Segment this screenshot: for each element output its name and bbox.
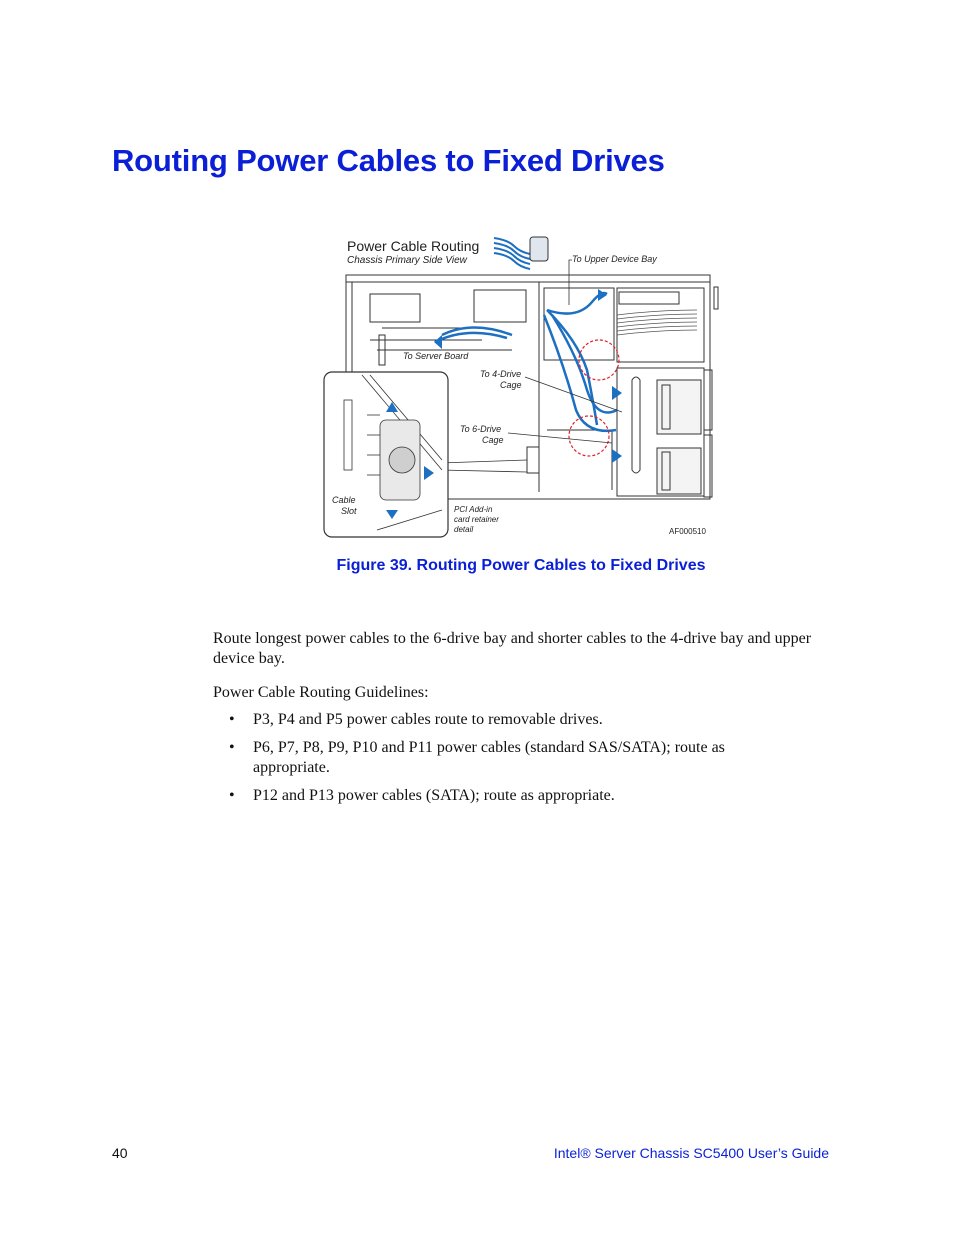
bullet-icon: • bbox=[229, 787, 235, 804]
label-six-drive-line1: To 6-Drive bbox=[460, 424, 502, 434]
list-item-text: P3, P4 and P5 power cables route to removable drives. bbox=[253, 711, 603, 728]
list-item-text: P6, P7, P8, P9, P10 and P11 power cables (standard SAS/SATA); route as appropriate. bbox=[253, 739, 725, 776]
figure-id: AF000510 bbox=[669, 527, 706, 536]
list-item bbox=[229, 738, 799, 778]
bullet-icon: • bbox=[229, 711, 235, 728]
list-item bbox=[229, 786, 799, 806]
figure-caption: Figure 39. Routing Power Cables to Fixed Drives bbox=[336, 557, 706, 574]
figure-heading: Power Cable Routing bbox=[347, 238, 480, 254]
label-server-board: To Server Board bbox=[403, 351, 469, 361]
list-item bbox=[229, 710, 799, 730]
cable-slot-label-line1: Cable bbox=[332, 495, 356, 505]
label-upper-device-bay: To Upper Device Bay bbox=[572, 254, 657, 264]
label-six-drive-line2: Cage bbox=[482, 435, 504, 445]
chassis-power-cable-diagram bbox=[322, 230, 730, 542]
page-number: 40 bbox=[112, 1145, 128, 1161]
guidelines-heading: Power Cable Routing Guidelines: bbox=[213, 684, 429, 701]
label-pci-line3: detail bbox=[454, 525, 474, 534]
leader-lines bbox=[440, 260, 622, 472]
label-four-drive-line1: To 4-Drive bbox=[480, 369, 522, 379]
cable-bundle-icon bbox=[494, 237, 548, 269]
cable-slot-label-line2: Slot bbox=[341, 506, 357, 516]
pci-retainer-detail-inset bbox=[324, 372, 448, 537]
footer-document-title: Intel® Server Chassis SC5400 User’s Guide bbox=[553, 1145, 829, 1161]
ribbon-cable bbox=[617, 310, 697, 335]
label-pci-line2: card retainer bbox=[454, 515, 499, 524]
list-item-text: P12 and P13 power cables (SATA); route as appropriate. bbox=[253, 787, 615, 804]
label-four-drive-line2: Cage bbox=[500, 380, 522, 390]
cable-direction-arrows bbox=[434, 289, 622, 463]
label-pci-line1: PCI Add-in bbox=[454, 505, 493, 514]
bullet-icon: • bbox=[229, 739, 235, 756]
body-paragraph: Route longest power cables to the 6-drive bay and shorter cables to the 4-drive bay and upper device bay. bbox=[213, 630, 812, 667]
page-title: Routing Power Cables to Fixed Drives bbox=[112, 143, 665, 178]
figure-subheading: Chassis Primary Side View bbox=[347, 255, 467, 266]
guidelines-list bbox=[229, 710, 799, 814]
